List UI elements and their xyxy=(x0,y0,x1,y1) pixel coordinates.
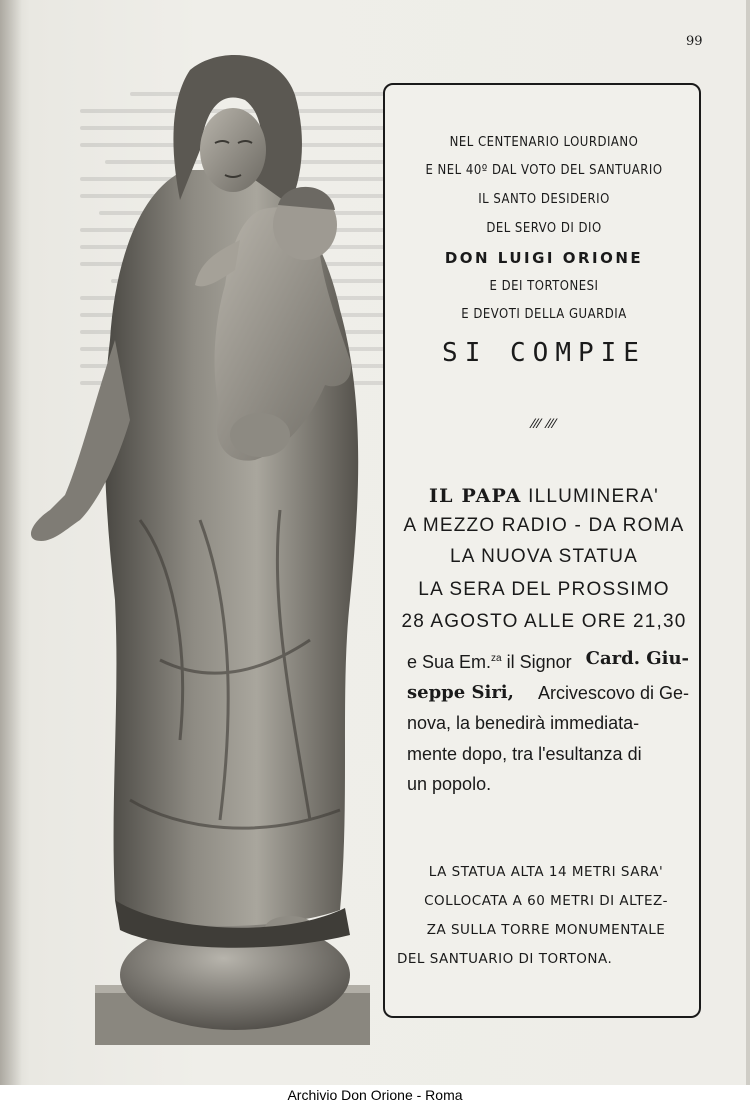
ornament-divider: ⁄⁄⁄ ⁄⁄⁄ xyxy=(531,417,557,432)
evening-line: LA SERA DEL PROSSIMO xyxy=(418,579,670,600)
page-spine-shadow xyxy=(0,0,22,1085)
text: il Signor xyxy=(501,652,572,672)
date-line: 28 AGOSTO ALLE ORE 21,30 xyxy=(401,611,687,632)
text: nova, la benedirà immediata- xyxy=(407,713,640,733)
notice-line: DEL SERVO DI DIO xyxy=(486,221,602,236)
footer-line xyxy=(397,858,695,887)
statue-line: LA NUOVA STATUA xyxy=(450,546,638,567)
blessing-paragraph xyxy=(407,644,689,800)
announcement-box xyxy=(383,83,701,1018)
text: LA STATUA ALTA 14 METRI SARA' xyxy=(428,864,664,880)
don-orione-name: DON LUIGI ORIONE xyxy=(444,249,644,267)
archive-footer-label: Archivio Don Orione - Roma xyxy=(0,1085,750,1107)
radio-line: A MEZZO RADIO - DA ROMA xyxy=(403,515,685,536)
footer-line xyxy=(397,916,695,945)
text: DEL SANTUARIO DI TORTONA. xyxy=(397,951,613,967)
notice-line: E NEL 40º DAL VOTO DEL SANTUARIO xyxy=(425,163,663,178)
cardinal-name: Card. Giu- xyxy=(585,648,689,669)
footer-line xyxy=(397,887,695,916)
statue-details-paragraph xyxy=(397,858,695,974)
text: mente dopo, tra l'esultanza di xyxy=(407,743,642,764)
notice-line: IL SANTO DESIDERIO xyxy=(478,192,610,207)
cardinal-name: seppe Siri, xyxy=(407,681,514,703)
scan-edge xyxy=(746,0,750,1085)
pope-title: IL PAPA xyxy=(429,485,522,507)
text: e Sua Em. xyxy=(407,652,492,672)
notice-line: E DEVOTI DELLA GUARDIA xyxy=(461,307,627,322)
si-compie-heading: SI COMPIE xyxy=(442,338,646,368)
text: Arcivescovo di Ge- xyxy=(537,682,689,703)
statue-of-madonna-with-child-icon xyxy=(20,40,390,1052)
footer-line xyxy=(397,945,695,974)
text: un popolo. xyxy=(407,774,492,794)
notice-line: NEL CENTENARIO LOURDIANO xyxy=(449,135,639,150)
notice-line: E DEI TORTONESI xyxy=(489,279,599,294)
text: ZA SULLA TORRE MONUMENTALE xyxy=(426,922,666,938)
pope-line xyxy=(385,485,703,508)
text: COLLOCATA A 60 METRI DI ALTEZ- xyxy=(424,893,668,909)
superscript: za xyxy=(491,653,502,664)
pope-verb: ILLUMINERA' xyxy=(521,486,659,507)
page-number: 99 xyxy=(686,34,703,49)
